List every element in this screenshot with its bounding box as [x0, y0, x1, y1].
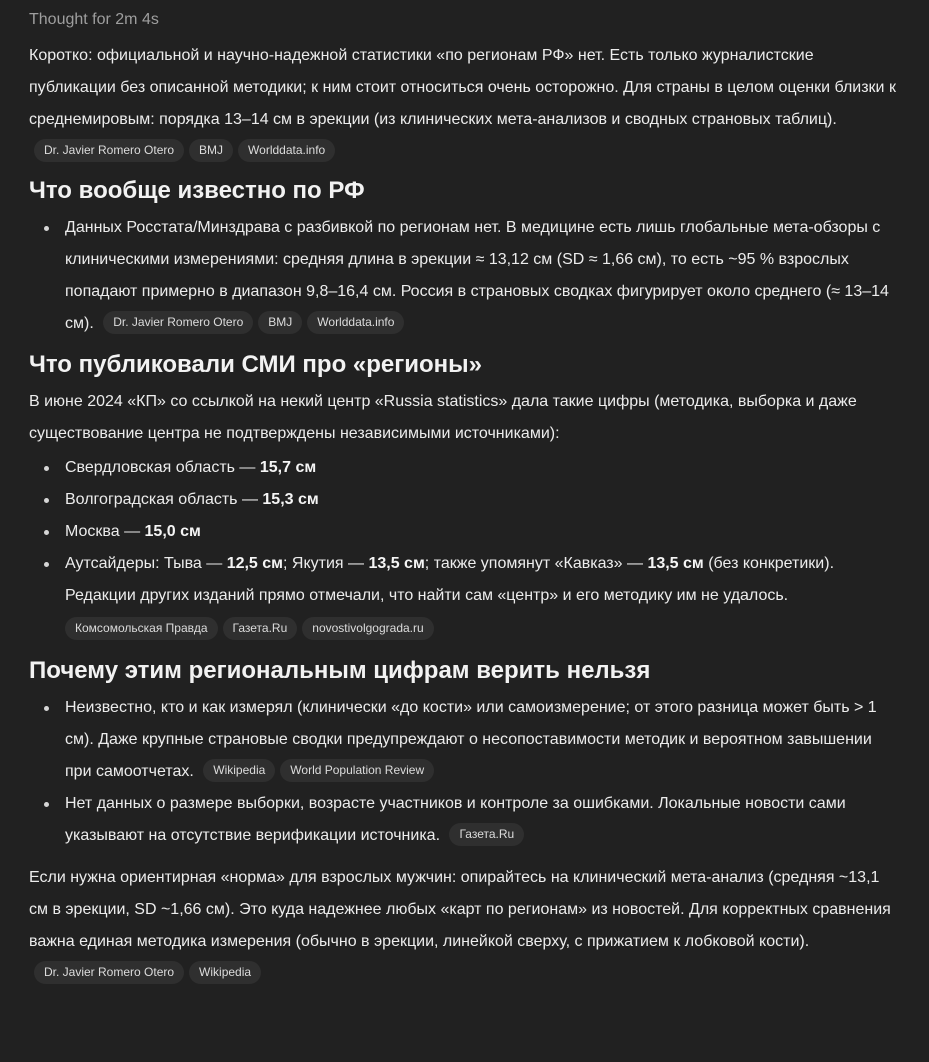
section-title-doubt: Почему этим региональным цифрам верить нельзя: [29, 657, 651, 684]
list-item-outsiders: [65, 548, 900, 646]
media-region-list: [29, 452, 900, 646]
doubt-citation-group-1: [198, 763, 434, 780]
list-item: [65, 212, 900, 340]
intro-paragraph: [29, 40, 900, 168]
citation-pill[interactable]: World Population Review: [280, 759, 434, 782]
outsiders-value: 13,5 см: [647, 555, 704, 572]
region-value: 15,7 см: [259, 459, 317, 476]
outro-citation-group: [29, 965, 261, 982]
doubt-list: [29, 692, 900, 852]
intro-citation-group: [29, 143, 335, 160]
citation-pill[interactable]: Dr. Javier Romero Otero: [34, 961, 184, 984]
outsiders-text: (без конкретики).: [703, 555, 835, 572]
region-label: Москва —: [65, 523, 145, 540]
citation-pill[interactable]: Wikipedia: [189, 961, 261, 984]
list-item: [65, 516, 900, 548]
known-list: [29, 212, 900, 340]
citation-pill[interactable]: Wikipedia: [203, 759, 275, 782]
outsiders-text: ; Якутия —: [283, 555, 369, 572]
citation-pill[interactable]: Газета.Ru: [449, 823, 524, 846]
citation-pill[interactable]: Газета.Ru: [223, 617, 298, 640]
section-title-media: Что публиковали СМИ про «регионы»: [29, 351, 483, 378]
thought-duration-toggle[interactable]: Thought for 2m 4s: [29, 11, 159, 28]
known-citation-group: [98, 315, 404, 332]
list-item: [65, 692, 900, 788]
outsiders-text: Аутсайдеры: Тыва —: [65, 555, 227, 572]
media-citation-group: [65, 614, 900, 646]
region-label: Волгоградская область —: [65, 491, 263, 508]
citation-pill[interactable]: Worlddata.info: [307, 311, 404, 334]
section-title-known: Что вообще известно по РФ: [29, 177, 365, 204]
intro-text: Коротко: официальной и научно-надежной статистики «по регионам РФ» нет. Есть только журналистские публикации без описанной методики; к ним стоит относиться очень осторожно. Для страны в целом оценки близки к среднемировым: порядка 13–14 см в эрекции (из клинических мета-анализов и сводных страновых таблиц).: [29, 47, 896, 128]
list-item: [65, 484, 900, 516]
citation-pill[interactable]: Dr. Javier Romero Otero: [103, 311, 253, 334]
assistant-response: [29, 8, 900, 990]
citation-pill[interactable]: BMJ: [258, 311, 302, 334]
citation-pill[interactable]: novostivolgograda.ru: [302, 617, 433, 640]
editorial-note: Редакции других изданий прямо отмечали, что найти сам «центр» и его методику им не удалось.: [65, 587, 789, 604]
outsiders-value: 12,5 см: [226, 555, 284, 572]
region-label: Свердловская область —: [65, 459, 260, 476]
list-item: [65, 788, 900, 852]
outro-paragraph: [29, 862, 900, 990]
citation-pill[interactable]: BMJ: [189, 139, 233, 162]
media-lead-paragraph: В июне 2024 «КП» со ссылкой на некий центр «Russia statistics» дала такие цифры (методика, выборка и даже существование центра не подтверждены независимыми источниками):: [29, 393, 857, 442]
outsiders-text: ; также упомянут «Кавказ» —: [424, 555, 648, 572]
list-item: [65, 452, 900, 484]
citation-pill[interactable]: Комсомольская Правда: [65, 617, 218, 640]
region-value: 15,0 см: [144, 523, 201, 540]
outro-text: Если нужна ориентирная «норма» для взрослых мужчин: опирайтесь на клинический мета-анализ (средняя ~13,1 см в эрекции, SD ~1,66 см). Это куда надежнее любых «карт по регионам» из новостей. Для корректных сравнения важна единая методика измерения (обычно в эрекции, линейкой сверху, с прижатием к лобковой кости).: [29, 869, 891, 950]
list-item-text: Данных Росстата/Минздрава с разбивкой по регионам нет. В медицине есть лишь глобальные мета-обзоры с клиническими измерениями: средняя длина в эрекции ≈ 13,12 см (SD ≈ 1,66 см), то есть ~95 % взрослых попадают примерно в диапазон 9,8–16,4 см. Россия в страновых сводках фигурирует около среднего (≈ 13–14 см).: [65, 219, 889, 332]
outsiders-value: 13,5 см: [368, 555, 425, 572]
citation-pill[interactable]: Dr. Javier Romero Otero: [34, 139, 184, 162]
list-item-text: Нет данных о размере выборки, возрасте участников и контроле за ошибками. Локальные новости сами указывают на отсутствие верификации источника.: [65, 795, 846, 844]
citation-pill[interactable]: Worlddata.info: [238, 139, 335, 162]
region-value: 15,3 см: [262, 491, 319, 508]
list-item-text: Неизвестно, кто и как измерял (клинически «до кости» или самоизмерение; от этого разница может быть > 1 см). Даже крупные страновые сводки предупреждают о несопоставимости методик и вероятном завышении при самоотчетах.: [65, 699, 877, 780]
doubt-citation-group-2: [444, 827, 524, 844]
